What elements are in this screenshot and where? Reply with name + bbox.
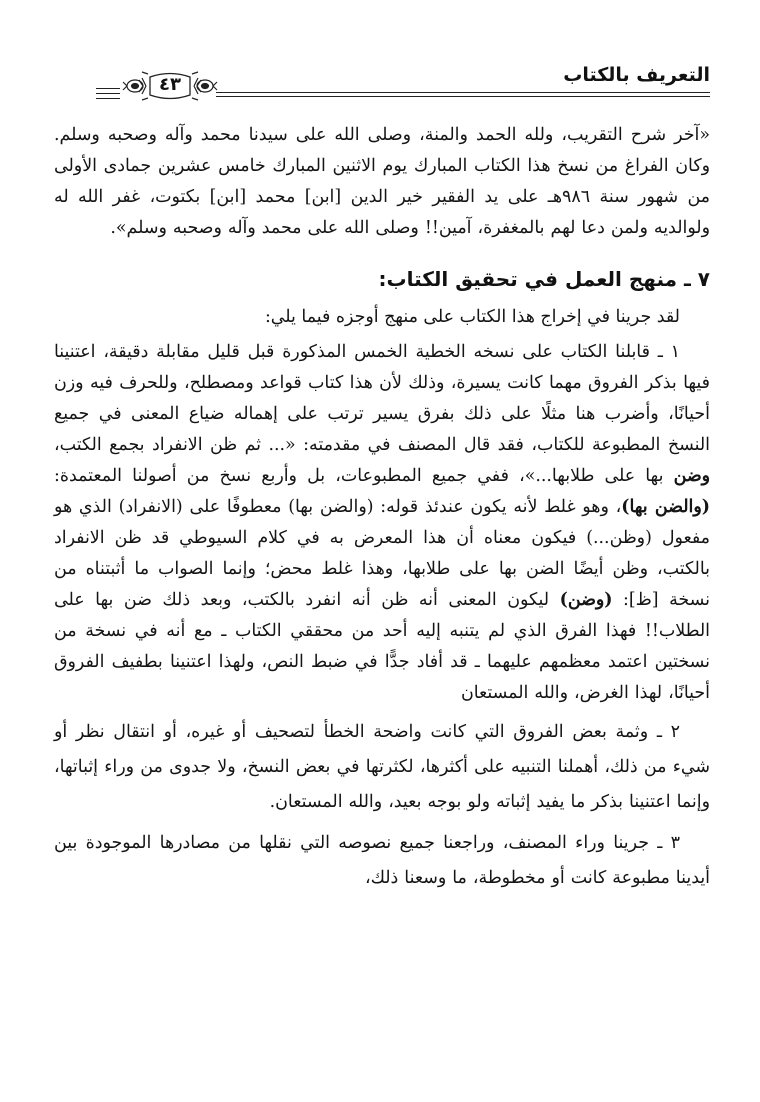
intro-paragraph: لقد جرينا في إخراج هذا الكتاب على منهج أوجزه فيما يلي: (264, 307, 680, 327)
item-1-text: ليكون المعنى أنه ظن أنه انفرد بالكتب، وبعد ذلك ضن بها على الطلاب!! فهذا الفرق الذي لم يتنبه إليه أحد من محققي الكتاب ـ مع أنه في نسخة من نسختين اعتمد معظمهم عليهما ـ قد أفاد جدًّا في ضبط النص، ولهذا اعتنينا بطفيف الفروق أحيانًا، لهذا الغرض، والله المستعان (54, 590, 710, 703)
header-dash-line (96, 93, 120, 94)
item-1-bold-term: (وضن) (559, 590, 613, 610)
item-1-text: بها على طلابها...»، ففي جميع المطبوعات، بل وأربع نسخ من أصولنا المعتمدة: (54, 466, 674, 486)
item-1-bold-term: وضن (673, 466, 710, 486)
item-2-paragraph: ٢ ـ وثمة بعض الفروق التي كانت واضحة الخطأ لتصحيف أو غيره، أو انتقال نظر أو شيء من ذلك، أهملنا التنبيه على أكثرها، لكثرتها في بعض النسخ، ولا جدوى من وراء إثباتها، وإنما اعتنينا بذكر ما يفيد إثباته ولو بوجه بعيد، والله المستعان. (54, 722, 710, 812)
page-body (54, 120, 710, 902)
page-number: ٤٣ (159, 74, 181, 95)
header-rule (216, 92, 710, 93)
item-3-paragraph: ٣ ـ جرينا وراء المصنف، وراجعنا جميع نصوصه التي نقلها من مصادرها الموجودة بين أيدينا مطبوعة كانت أو مخطوطة، ما وسعنا ذلك، (54, 833, 710, 888)
header-dash-line (96, 98, 120, 99)
section-heading: ٧ ـ منهج العمل في تحقيق الكتاب: (378, 267, 710, 291)
running-title: التعريف بالكتاب (563, 64, 710, 86)
page-number-ornament (122, 68, 218, 104)
item-1-bold-term: (والضن بها) (621, 497, 711, 517)
running-header (96, 62, 710, 102)
header-dash-line (96, 88, 120, 89)
header-rule-secondary (216, 96, 710, 97)
item-1-paragraph (54, 337, 710, 709)
item-1-text: ١ ـ قابلنا الكتاب على نسخه الخطية الخمس المذكورة قبل قليل مقابلة دقيقة، اعتنينا فيها بذكر الفروق مهما كانت يسيرة، وذلك لأن هذا كتاب قواعد ومصطلح، وللحرف فيه وزن أحيانًا، وأضرب هنا مثلًا على ذلك بفرق يسير ترتب على إهماله ضياع المعنى في جميع النسخ المطبوعة للكتاب، فقد قال المصنف في مقدمته: «... ثم ظن الانفراد بجمع الكتب، (54, 342, 710, 455)
colophon-quote: «آخر شرح التقريب، ولله الحمد والمنة، وصلى الله على سيدنا محمد وآله وصحبه وسلم. وكان الفراغ من نسخ هذا الكتاب المبارك يوم الاثنين المبارك خامس عشرين جمادى الأولى من شهور سنة ٩٨٦هـ على يد الفقير خير الدين [ابن] محمد [ابن] بكتوت، غفر الله له ولوالديه ولمن دعا لهم بالمغفرة، آمين!! وصلى الله على محمد وآله وصحبه وسلم». (54, 125, 710, 238)
item-1-text: ، وهو غلط لأنه يكون عندئذ قوله: (والضن بها) معطوفًا على (الانفراد) الذي هو مفعول (وظن...) فيكون معناه أن هذا المعرض به في كلام السيوطي قد ظن الانفراد بالكتب، وظن أيضًا الضن بها على طلابها، وهذا غلط محض؛ وإنما الصواب ما أثبتناه من نسخة [ظ]: (54, 497, 710, 610)
